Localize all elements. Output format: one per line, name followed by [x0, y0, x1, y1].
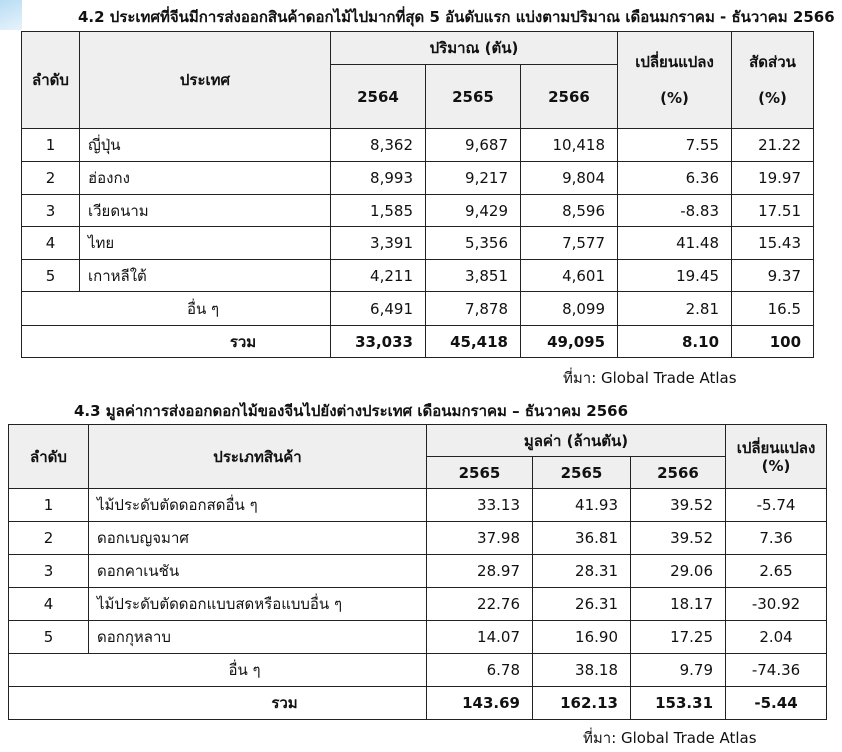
value-cell: 162.13: [533, 687, 631, 720]
change-cell: 7.36: [726, 522, 827, 555]
table-row-total: [9, 687, 827, 720]
share-cell: 9.37: [732, 260, 814, 292]
share-cell: 16.5: [732, 292, 814, 326]
rank-cell: 2: [22, 162, 80, 195]
share-cell: 21.22: [732, 129, 814, 162]
change-cell: 2.65: [726, 555, 827, 588]
product-cell: ไม้ประดับตัดดอกสดอื่น ๆ: [89, 489, 427, 522]
table2-export-value: [8, 424, 827, 720]
rank-cell: 3: [22, 195, 80, 227]
table1-header-share: สัดส่วน (%): [732, 32, 814, 129]
table-row: [22, 260, 814, 292]
table-row-others: [9, 654, 827, 687]
value-cell: 16.90: [533, 621, 631, 654]
rank-cell: 5: [22, 260, 80, 292]
country-cell: ญี่ปุ่น: [80, 129, 331, 162]
product-cell: ดอกกุหลาบ: [89, 621, 427, 654]
table-row: [9, 522, 827, 555]
value-cell: 1,585: [331, 195, 426, 227]
value-cell: 153.31: [631, 687, 726, 720]
others-label: อื่น ๆ: [22, 292, 331, 326]
country-cell: เวียดนาม: [80, 195, 331, 227]
share-cell: 15.43: [732, 227, 814, 260]
change-cell: -30.92: [726, 588, 827, 621]
table1-title: 4.2 ประเทศที่จีนมีการส่งออกสินค้าดอกไม้ไปมากที่สุด 5 อันดับแรก แบ่งตามปริมาณ เดือนมกราคม - ธันวาคม 2566: [78, 8, 835, 26]
change-cell: -74.36: [726, 654, 827, 687]
change-cell: 41.48: [618, 227, 732, 260]
table-row: [9, 489, 827, 522]
value-cell: 33.13: [427, 489, 533, 522]
value-cell: 38.18: [533, 654, 631, 687]
corner-accent-decoration: [0, 0, 22, 30]
table1-header-year: 2565: [426, 65, 521, 129]
table2-header-value: มูลค่า (ล้านตัน): [427, 425, 726, 457]
change-cell: -5.74: [726, 489, 827, 522]
value-cell: 4,211: [331, 260, 426, 292]
table2-source: ที่มา: Global Trade Atlas: [583, 729, 757, 747]
value-cell: 39.52: [631, 522, 726, 555]
change-cell: 8.10: [618, 326, 732, 358]
change-cell: 19.45: [618, 260, 732, 292]
value-cell: 36.81: [533, 522, 631, 555]
share-cell: 100: [732, 326, 814, 358]
value-cell: 8,993: [331, 162, 426, 195]
table-row: [22, 129, 814, 162]
share-cell: 19.97: [732, 162, 814, 195]
table1-header-year: 2564: [331, 65, 426, 129]
change-cell: 2.04: [726, 621, 827, 654]
value-cell: 9.79: [631, 654, 726, 687]
value-cell: 143.69: [427, 687, 533, 720]
value-cell: 6,491: [331, 292, 426, 326]
table2-header-year: 2565: [427, 457, 533, 489]
value-cell: 4,601: [521, 260, 618, 292]
country-cell: เกาหลีใต้: [80, 260, 331, 292]
value-cell: 29.06: [631, 555, 726, 588]
table2-header-rank: ลำดับ: [9, 425, 89, 489]
table2-header-year: 2566: [631, 457, 726, 489]
value-cell: 18.17: [631, 588, 726, 621]
value-cell: 3,851: [426, 260, 521, 292]
value-cell: 37.98: [427, 522, 533, 555]
table1-header-rank: ลำดับ: [22, 32, 80, 129]
table1-header-year: 2566: [521, 65, 618, 129]
table1-source: ที่มา: Global Trade Atlas: [563, 369, 737, 387]
value-cell: 3,391: [331, 227, 426, 260]
value-cell: 9,429: [426, 195, 521, 227]
change-cell: -8.83: [618, 195, 732, 227]
value-cell: 7,577: [521, 227, 618, 260]
table-row: [22, 162, 814, 195]
share-cell: 17.51: [732, 195, 814, 227]
table1-header-country: ประเทศ: [80, 32, 331, 129]
value-cell: 9,687: [426, 129, 521, 162]
change-cell: -5.44: [726, 687, 827, 720]
table2-header-year: 2565: [533, 457, 631, 489]
table-row: [9, 588, 827, 621]
rank-cell: 1: [22, 129, 80, 162]
table-row: [22, 195, 814, 227]
others-label: อื่น ๆ: [9, 654, 427, 687]
value-cell: 14.07: [427, 621, 533, 654]
value-cell: 6.78: [427, 654, 533, 687]
value-cell: 10,418: [521, 129, 618, 162]
value-cell: 26.31: [533, 588, 631, 621]
table2-header-product: ประเภทสินค้า: [89, 425, 427, 489]
rank-cell: 2: [9, 522, 89, 555]
change-cell: 2.81: [618, 292, 732, 326]
product-cell: ดอกเบญจมาศ: [89, 522, 427, 555]
country-cell: ฮ่องกง: [80, 162, 331, 195]
value-cell: 28.31: [533, 555, 631, 588]
rank-cell: 4: [22, 227, 80, 260]
value-cell: 17.25: [631, 621, 726, 654]
table2-title: 4.3 มูลค่าการส่งออกดอกไม้ของจีนไปยังต่างประเทศ เดือนมกราคม – ธันวาคม 2566: [74, 402, 629, 420]
value-cell: 5,356: [426, 227, 521, 260]
table-row-total: [22, 326, 814, 358]
product-cell: ดอกคาเนชัน: [89, 555, 427, 588]
value-cell: 7,878: [426, 292, 521, 326]
country-cell: ไทย: [80, 227, 331, 260]
value-cell: 45,418: [426, 326, 521, 358]
product-cell: ไม้ประดับตัดดอกแบบสดหรือแบบอื่น ๆ: [89, 588, 427, 621]
value-cell: 9,217: [426, 162, 521, 195]
value-cell: 8,099: [521, 292, 618, 326]
total-label: รวม: [9, 687, 427, 720]
table1-export-quantity: [21, 31, 814, 358]
value-cell: 8,596: [521, 195, 618, 227]
table-row: [9, 621, 827, 654]
value-cell: 41.93: [533, 489, 631, 522]
value-cell: 9,804: [521, 162, 618, 195]
change-cell: 6.36: [618, 162, 732, 195]
table-row: [22, 227, 814, 260]
rank-cell: 4: [9, 588, 89, 621]
table1-header-change: เปลี่ยนแปลง (%): [618, 32, 732, 129]
value-cell: 8,362: [331, 129, 426, 162]
value-cell: 39.52: [631, 489, 726, 522]
value-cell: 22.76: [427, 588, 533, 621]
rank-cell: 5: [9, 621, 89, 654]
value-cell: 28.97: [427, 555, 533, 588]
table-row: [9, 555, 827, 588]
rank-cell: 1: [9, 489, 89, 522]
table2-header-change: เปลี่ยนแปลง (%): [726, 425, 827, 489]
rank-cell: 3: [9, 555, 89, 588]
table1-header-quantity: ปริมาณ (ตัน): [331, 32, 618, 65]
total-label: รวม: [22, 326, 331, 358]
change-cell: 7.55: [618, 129, 732, 162]
value-cell: 33,033: [331, 326, 426, 358]
table-row-others: [22, 292, 814, 326]
value-cell: 49,095: [521, 326, 618, 358]
